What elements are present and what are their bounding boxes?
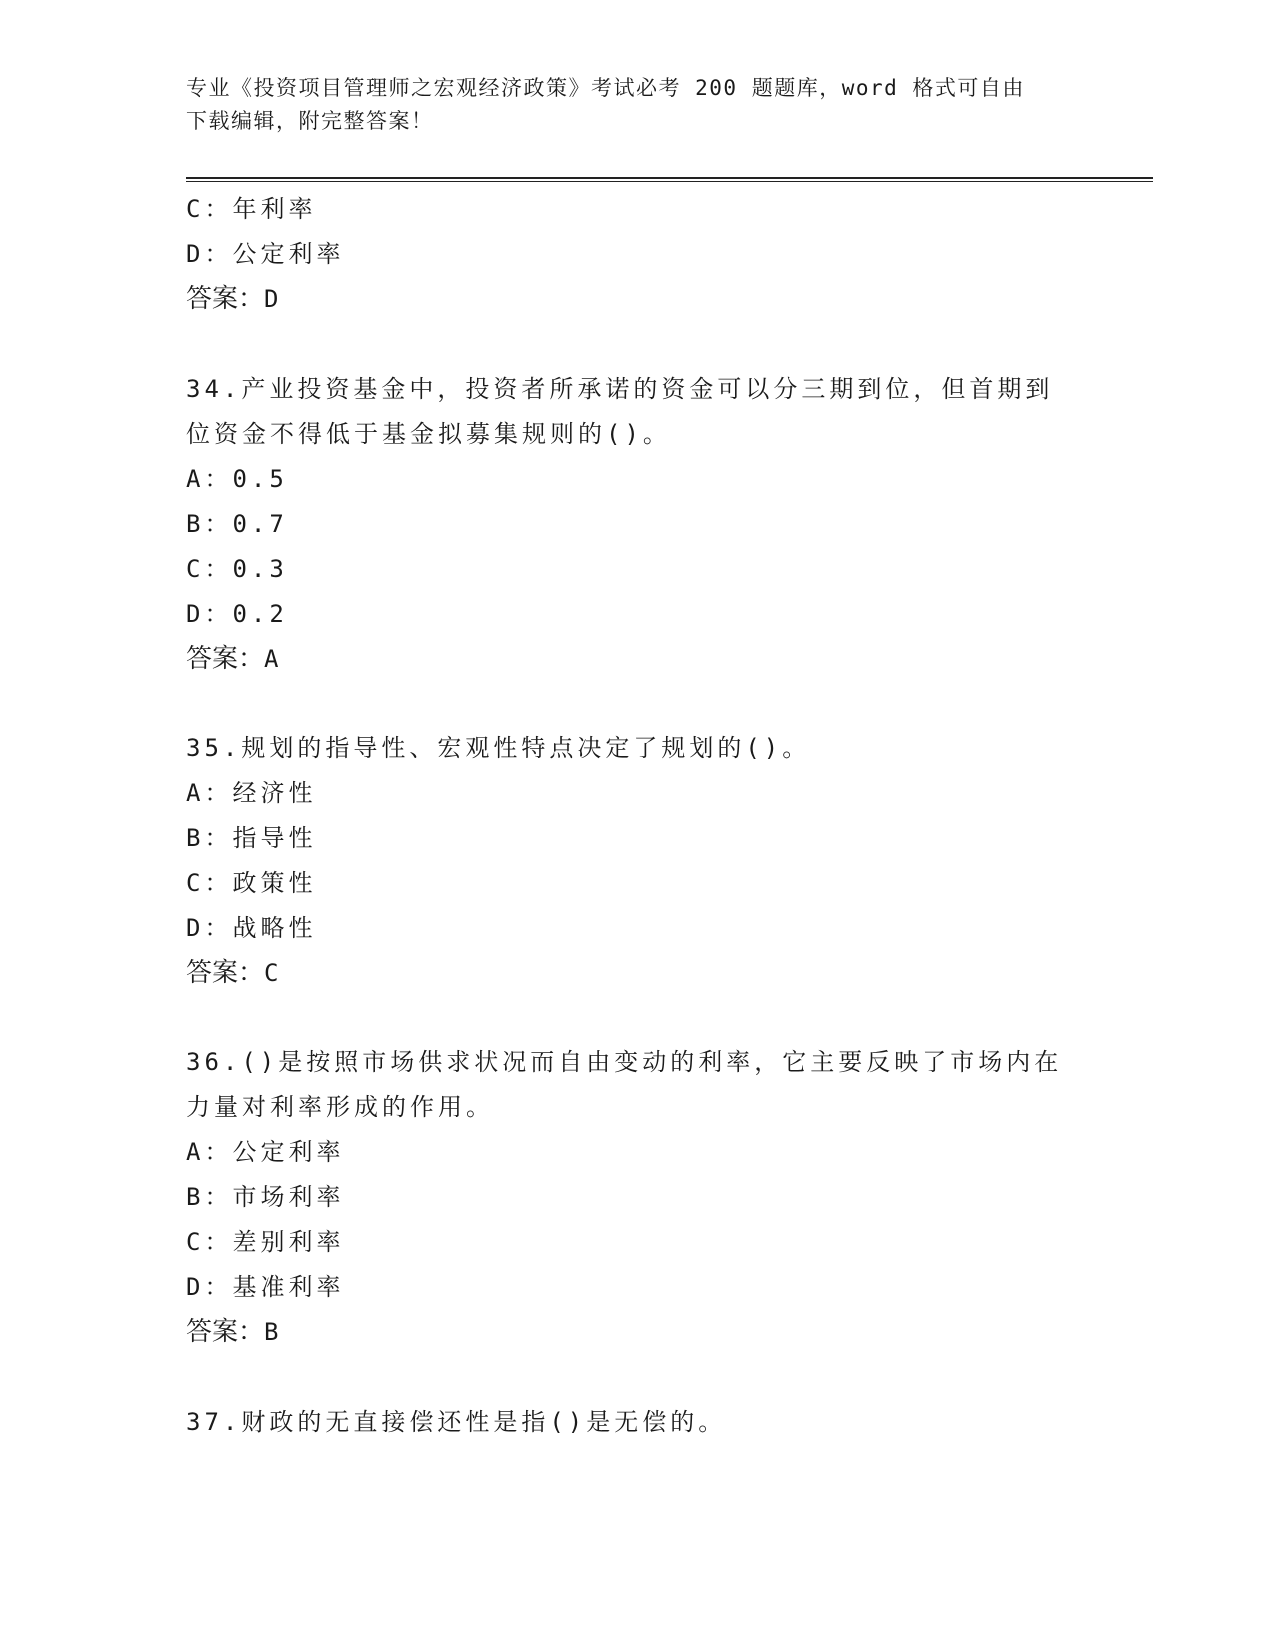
q34-answer (186, 644, 278, 674)
q35-option-b: B：指导性 (186, 824, 317, 852)
answer-label: 答案： (186, 644, 265, 674)
answer-value: C (264, 959, 279, 987)
prev-option-c: C：年利率 (186, 195, 317, 223)
header-divider-thin (186, 181, 1153, 182)
q35-option-d: D：战略性 (186, 914, 317, 942)
answer-label: 答案： (186, 284, 265, 314)
q36-option-a: A：公定利率 (186, 1138, 345, 1166)
q34-stem-line-1: 34.产业投资基金中，投资者所承诺的资金可以分三期到位，但首期到 (186, 375, 1054, 403)
answer-label: 答案： (186, 958, 265, 988)
answer-value: D (264, 285, 279, 313)
q34-stem-line-2: 位资金不得低于基金拟募集规则的()。 (186, 420, 671, 448)
q34-option-a: A：0.5 (186, 465, 288, 493)
prev-answer (186, 284, 278, 314)
q35-answer (186, 958, 278, 988)
q36-stem-line-1: 36.()是按照市场供求状况而自由变动的利率，它主要反映了市场内在 (186, 1048, 1063, 1076)
q34-option-c: C：0.3 (186, 555, 288, 583)
q34-option-b: B：0.7 (186, 510, 288, 538)
q35-stem-line-1: 35.规划的指导性、宏观性特点决定了规划的()。 (186, 734, 811, 762)
document-header (186, 72, 1076, 138)
q37-stem-line-1: 37.财政的无直接偿还性是指()是无偿的。 (186, 1408, 727, 1436)
header-divider-thick (186, 177, 1153, 179)
q35-option-a: A：经济性 (186, 779, 317, 807)
header-line-1: 专业《投资项目管理师之宏观经济政策》考试必考 200 题题库，word 格式可自由 (186, 76, 1025, 100)
q36-option-c: C：差别利率 (186, 1228, 345, 1256)
q35-option-c: C：政策性 (186, 869, 317, 897)
q36-option-b: B：市场利率 (186, 1183, 345, 1211)
answer-label: 答案： (186, 1317, 265, 1347)
q36-option-d: D：基准利率 (186, 1273, 345, 1301)
answer-value: A (264, 645, 279, 673)
q36-stem-line-2: 力量对利率形成的作用。 (186, 1093, 494, 1121)
q36-answer (186, 1317, 278, 1347)
prev-option-d: D：公定利率 (186, 240, 345, 268)
answer-value: B (264, 1318, 279, 1346)
q34-option-d: D：0.2 (186, 600, 288, 628)
header-line-2: 下载编辑，附完整答案！ (186, 109, 434, 133)
